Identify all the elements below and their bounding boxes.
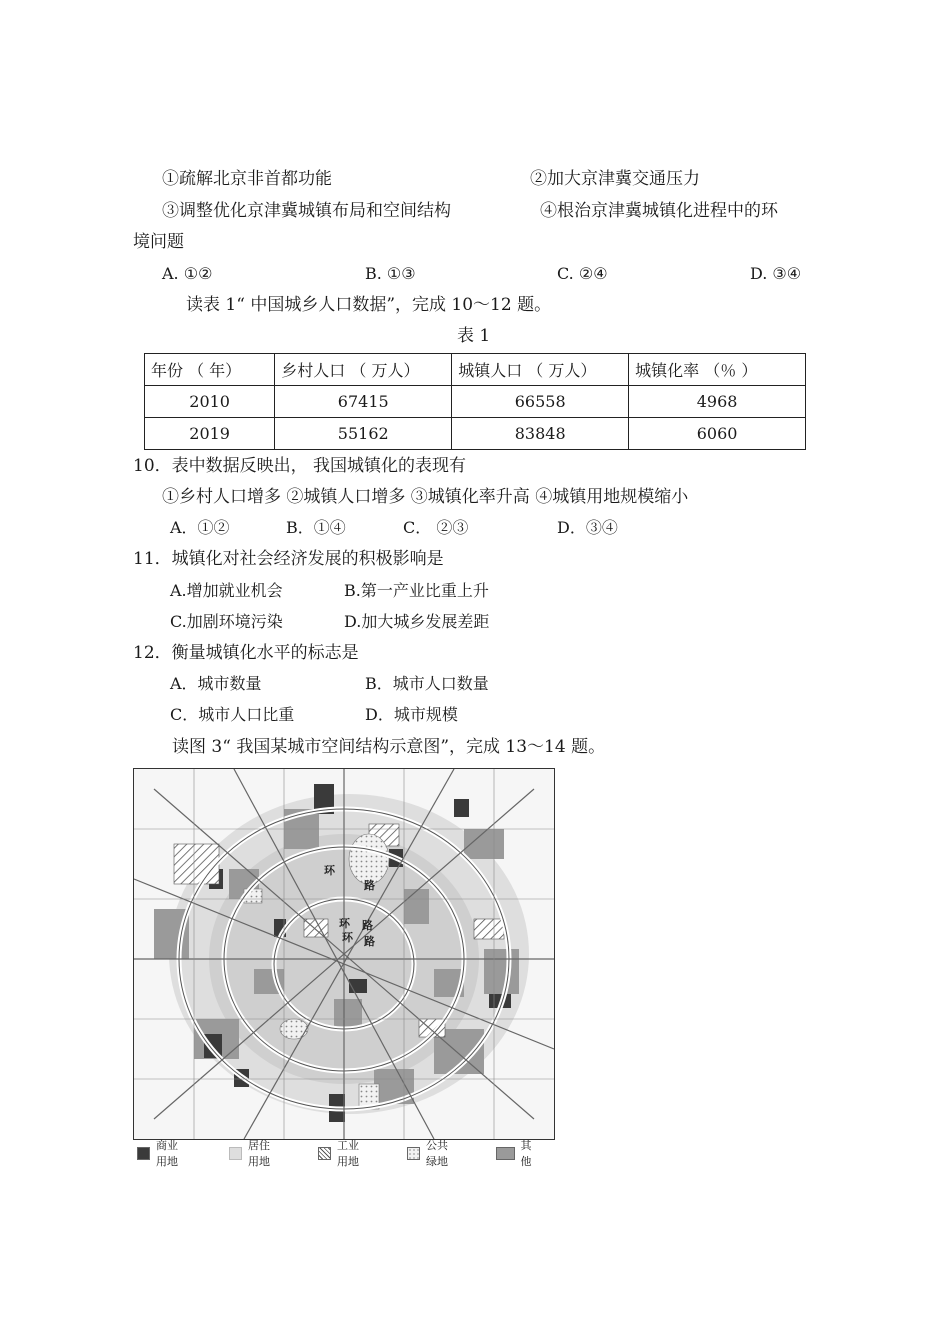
q10-option-c: C． ②③ (403, 518, 469, 537)
legend-label: 其他 (520, 1139, 532, 1168)
legend-item-green (407, 1139, 448, 1168)
q9-option-a: A. ①② (162, 264, 213, 283)
map-label: 环 (342, 931, 353, 944)
q11-option-c: C.加剧环境污染 (170, 612, 283, 631)
legend-swatch (318, 1147, 331, 1160)
q9-item-2: ②加大京津冀交通压力 (530, 169, 700, 189)
table-cell: 67415 (275, 386, 452, 418)
map-label: 路 (364, 879, 375, 892)
map-label: 环 (324, 864, 335, 877)
q11-stem: 11．城镇化对社会经济发展的积极影响是 (133, 549, 444, 569)
table-header-row (145, 354, 806, 386)
figure-intro: 读图 3“ 我国某城市空间结构示意图”，完成 13～14 题。 (172, 737, 606, 757)
q10-option-a: A．①② (170, 518, 230, 537)
q10-option-d: D．③④ (557, 518, 618, 537)
q12-option-c: C．城市人口比重 (170, 705, 295, 724)
table-cell: 55162 (275, 418, 452, 450)
map-graphic (134, 769, 554, 1139)
table-caption: 表 1 (457, 326, 491, 346)
q12-stem: 12．衡量城镇化水平的标志是 (133, 643, 359, 663)
q9-item-4: ④根治京津冀城镇化进程中的环 (540, 201, 778, 221)
q9-option-b: B. ①③ (365, 264, 416, 283)
table-cell: 2019 (145, 418, 275, 450)
q9-option-c: C. ②④ (557, 264, 608, 283)
q9-option-d: D. ③④ (750, 264, 802, 283)
table-cell: 83848 (452, 418, 629, 450)
legend-label: 商业用地 (156, 1139, 178, 1168)
map-label: 路 (364, 935, 375, 948)
legend-item-residential (229, 1139, 270, 1168)
legend-swatch (407, 1147, 420, 1160)
legend-swatch (496, 1147, 515, 1160)
table-header: 城镇化率 （％ ） (629, 354, 806, 386)
q9-item-3: ③调整优化京津冀城镇布局和空间结构 (162, 201, 451, 221)
q9-item-4-cont: 境问题 (133, 232, 184, 252)
table-cell: 2010 (145, 386, 275, 418)
table-header: 乡村人口 （ 万人） (275, 354, 452, 386)
q11-option-b: B.第一产业比重上升 (344, 581, 489, 600)
legend-swatch (137, 1147, 150, 1160)
legend-swatch (229, 1147, 242, 1160)
map-label: 环 (339, 917, 350, 930)
q12-option-b: B．城市人口数量 (365, 674, 489, 693)
legend-item-other (496, 1139, 537, 1168)
q9-item-1: ①疏解北京非首都功能 (162, 169, 332, 189)
population-table (144, 353, 806, 450)
table-row (145, 418, 806, 450)
table-cell: 6060 (629, 418, 806, 450)
table-row (145, 386, 806, 418)
legend-item-commercial (137, 1139, 178, 1168)
table-intro: 读表 1“ 中国城乡人口数据”，完成 10～12 题。 (186, 295, 552, 315)
map-label: 路 (362, 919, 373, 932)
q10-option-b: B．①④ (286, 518, 346, 537)
legend-item-industrial (318, 1139, 359, 1168)
table-cell: 66558 (452, 386, 629, 418)
q11-option-a: A.增加就业机会 (170, 581, 283, 600)
city-structure-map (133, 768, 555, 1140)
q12-option-a: A．城市数量 (170, 674, 262, 693)
table-header: 年份 （ 年） (145, 354, 275, 386)
q10-stem: 10．表中数据反映出， 我国城镇化的表现有 (133, 456, 467, 476)
q12-option-d: D．城市规模 (365, 705, 458, 724)
q11-option-d: D.加大城乡发展差距 (344, 612, 490, 631)
legend-label: 工业用地 (337, 1139, 359, 1168)
q10-items: ①乡村人口增多 ②城镇人口增多 ③城镇化率升高 ④城镇用地规模缩小 (162, 487, 689, 507)
legend-label: 公共绿地 (426, 1139, 448, 1168)
legend-label: 居住用地 (248, 1139, 270, 1168)
table-header: 城镇人口 （ 万人） (452, 354, 629, 386)
table-cell: 4968 (629, 386, 806, 418)
